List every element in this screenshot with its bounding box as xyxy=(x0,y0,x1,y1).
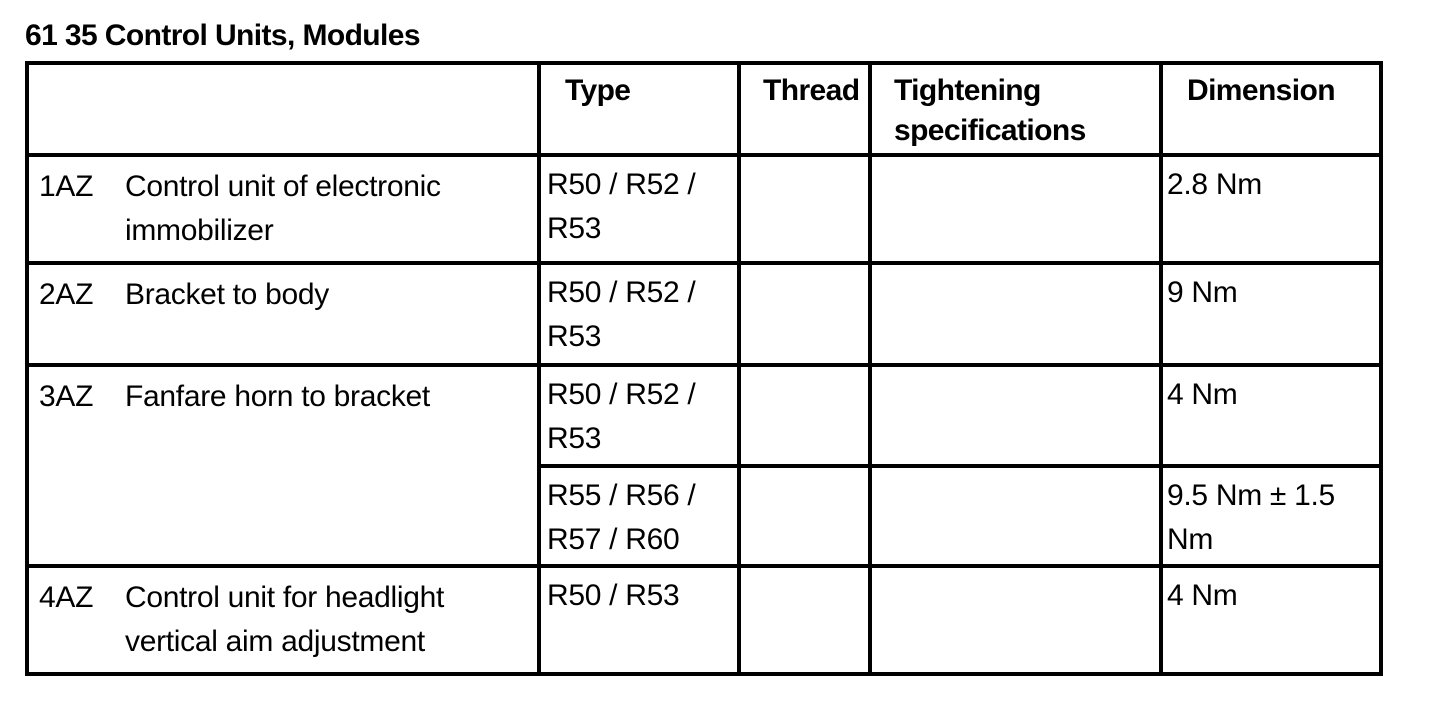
dimension-cell: 2.8 Nm xyxy=(1161,155,1381,263)
table-row xyxy=(27,566,1381,674)
type-cell: R50 / R52 / R53 xyxy=(539,365,739,466)
type-cell: R50 / R52 / R53 xyxy=(539,155,739,263)
header-thread: Thread xyxy=(739,63,870,155)
tightening-cell xyxy=(870,263,1161,365)
table-row xyxy=(27,365,1381,466)
description-cell xyxy=(27,365,539,566)
dimension-cell: 9.5 Nm ± 1.5 Nm xyxy=(1161,466,1381,566)
header-description-cell xyxy=(27,63,539,155)
thread-cell xyxy=(739,155,870,263)
tightening-cell xyxy=(870,466,1161,566)
item-code: 4AZ xyxy=(39,581,94,614)
dimension-cell: 4 Nm xyxy=(1161,365,1381,466)
header-dimension: Dimension xyxy=(1161,63,1381,155)
thread-cell xyxy=(739,365,870,466)
type-cell: R50 / R52 / R53 xyxy=(539,263,739,365)
tightening-cell xyxy=(870,155,1161,263)
description-cell xyxy=(27,566,539,674)
dimension-cell: 4 Nm xyxy=(1161,566,1381,674)
item-description: Fanfare horn to bracket xyxy=(125,380,430,413)
type-cell: R50 / R53 xyxy=(539,566,739,674)
dimension-cell: 9 Nm xyxy=(1161,263,1381,365)
table-header-row xyxy=(27,63,1381,155)
table-row xyxy=(27,263,1381,365)
item-code: 2AZ xyxy=(39,278,94,311)
page-title: 61 35 Control Units, Modules xyxy=(25,19,420,52)
item-description: Control unit of electronic immobilizer xyxy=(125,170,441,247)
item-code: 3AZ xyxy=(39,380,94,413)
thread-cell xyxy=(739,263,870,365)
header-type: Type xyxy=(539,63,739,155)
tightening-cell xyxy=(870,365,1161,466)
description-cell xyxy=(27,155,539,263)
header-tightening-specifications: Tightening specifications xyxy=(870,63,1161,155)
thread-cell xyxy=(739,466,870,566)
type-cell: R55 / R56 / R57 / R60 xyxy=(539,466,739,566)
item-description: Control unit for headlight vertical aim adjustment xyxy=(125,581,445,658)
item-code: 1AZ xyxy=(39,170,94,203)
table-row xyxy=(27,155,1381,263)
tightening-torque-table xyxy=(25,61,1383,676)
description-cell xyxy=(27,263,539,365)
tightening-cell xyxy=(870,566,1161,674)
item-description: Bracket to body xyxy=(125,278,329,311)
thread-cell xyxy=(739,566,870,674)
